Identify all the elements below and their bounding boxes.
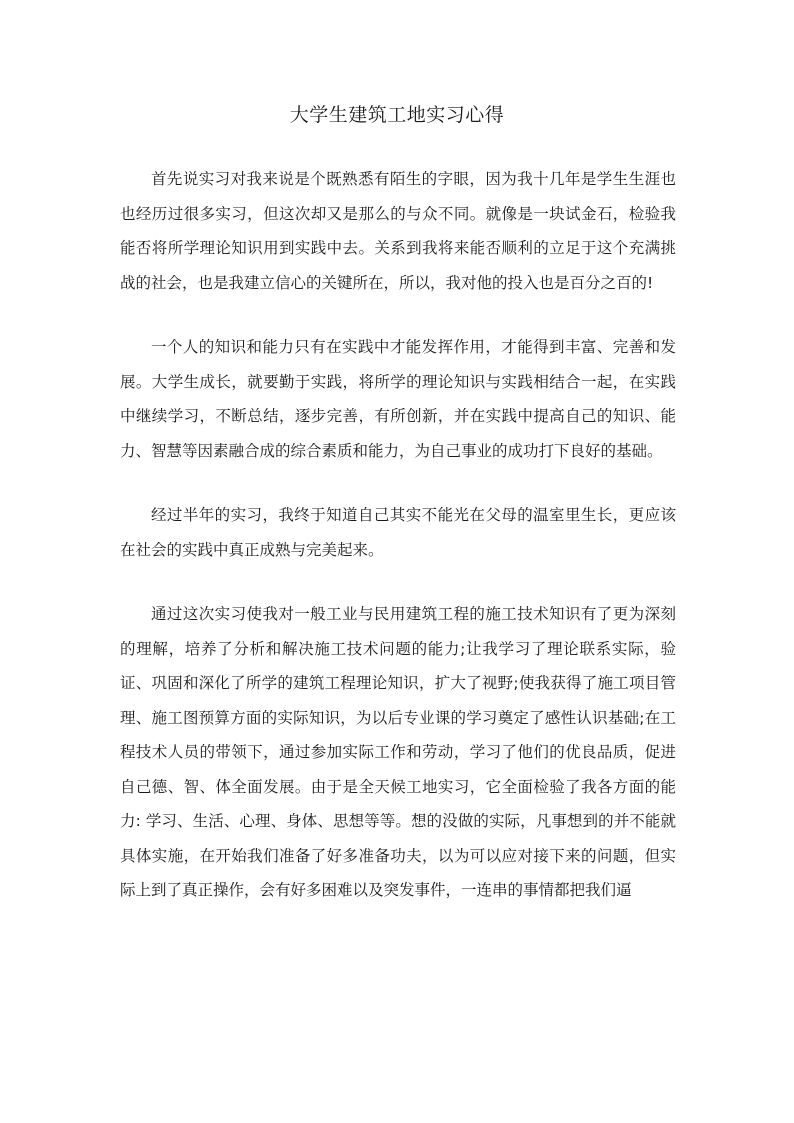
document-body: [120, 162, 676, 908]
paragraph-3: 经过半年的实习，我终于知道自己其实不能光在父母的温室里生长，更应该在社会的实践中真正成熟与完美起来。: [120, 506, 676, 559]
paragraph-1: 首先说实习对我来说是个既熟悉有陌生的字眼，因为我十几年是学生生涯也也经历过很多实习，但这次却又是那么的与众不同。就像是一块试金石，检验我能否将所学理论知识用到实践中去。关系到我将来能否顺利的立足于这个充满挑战的社会，也是我建立信心的关键所在，所以，我对他的投入也是百分之百的!: [120, 170, 676, 292]
document-title: 大学生建筑工地实习心得: [289, 104, 505, 126]
paragraph-4: 通过这次实习使我对一般工业与民用建筑工程的施工技术知识有了更为深刻的理解，培养了分析和解决施工技术问题的能力;让我学习了理论联系实际，验证、巩固和深化了所学的建筑工程理论知识，扩大了视野;使我获得了施工项目管理、施工图预算方面的实际知识，为以后专业课的学习奠定了感性认识基础;在工程技术人员的带领下，通过参加实际工作和劳动，学习了他们的优良品质，促进自己德、智、体全面发展。由于是全天候工地实习，它全面检验了我各方面的能力: 学习、生活、心理、身体、思想等等。想的没做的实际，凡事想到的并不能就具体实施，在开始我们准备了好多准备功夫，以为可以应对接下来的问题，但实际上到了真正操作，会有好多困难以及突发事件，一连串的事情都把我们逼: [120, 605, 676, 899]
paragraph-2: 一个人的知识和能力只有在实践中才能发挥作用，才能得到丰富、完善和发展。大学生成长，就要勤于实践，将所学的理论知识与实践相结合一起，在实践中继续学习，不断总结，逐步完善，有所创新，并在实践中提高自己的知识、能力、智慧等因素融合成的综合素质和能力，为自己事业的成功打下良好的基础。: [120, 338, 676, 460]
